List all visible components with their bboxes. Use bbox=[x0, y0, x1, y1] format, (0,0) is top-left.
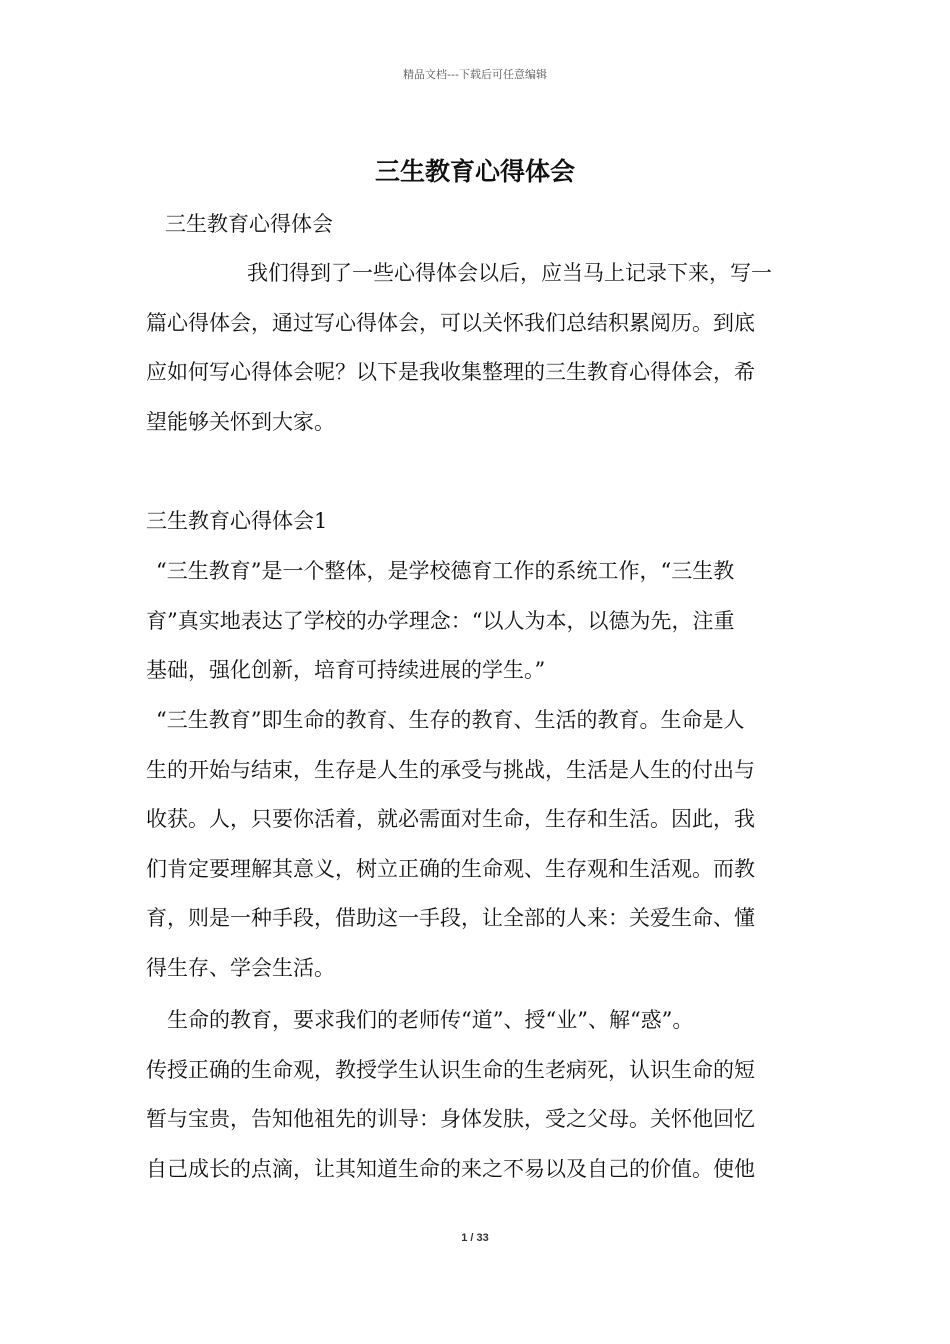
paragraph-3-line-4: 自己成长的点滴，让其知道生命的来之不易以及自己的价值。使他 bbox=[146, 1156, 755, 1181]
paragraph-2-line-2: 生的开始与结束，生存是人生的承受与挑战，生活是人生的付出与 bbox=[146, 757, 755, 782]
paragraph-3-line-3: 暂与宝贵，告知他祖先的训导：身体发肤，受之父母。关怀他回忆 bbox=[146, 1107, 755, 1131]
paragraph-2-line-3: 收获。人，只要你活着，就必需面对生命，生存和生活。因此，我 bbox=[146, 807, 755, 831]
paragraph-1-line-3: 基础，强化创新，培育可持续进展的学生。” bbox=[146, 658, 546, 682]
intro-line-2: 篇心得体会，通过写心得体会，可以关怀我们总结积累阅历。到底 bbox=[146, 310, 755, 335]
intro-line-4: 望能够关怀到大家。 bbox=[146, 409, 335, 434]
paragraph-2-line-1: “三生教育”即生命的教育、生存的教育、生活的教育。生命是人 bbox=[156, 708, 745, 732]
page-number: 1 / 33 bbox=[461, 1232, 489, 1244]
paragraph-1-line-2: 育”真实地表达了学校的办学理念：“以人为本，以德为先，注重 bbox=[146, 608, 735, 633]
paragraph-1-line-1: “三生教育”是一个整体，是学校德育工作的系统工作，“三生教 bbox=[156, 559, 735, 583]
section-heading-block bbox=[146, 497, 812, 547]
document-title: 三生教育心得体会 bbox=[374, 157, 575, 186]
paragraph-2-line-5: 育，则是一种手段，借助这一手段，让全部的人来：关爱生命、懂 bbox=[146, 906, 755, 930]
intro-paragraph bbox=[146, 249, 812, 447]
paragraph-1 bbox=[146, 547, 812, 696]
section-heading: 三生教育心得体会1 bbox=[146, 509, 328, 533]
paragraph-2 bbox=[146, 696, 812, 993]
page-header: 精品文档---下载后可任意编辑 bbox=[403, 68, 547, 81]
intro-line-3: 应如何写心得体会呢？以下是我收集整理的三生教育心得体会，希 bbox=[146, 360, 755, 384]
paragraph-3-line-2: 传授正确的生命观，教授学生认识生命的生老病死，认识生命的短 bbox=[146, 1057, 755, 1082]
subtitle-block bbox=[146, 200, 812, 250]
paragraph-3 bbox=[146, 996, 812, 1194]
paragraph-3-line-1: 生命的教育，要求我们的老师传“道”、授“业”、解“惑”。 bbox=[167, 1008, 694, 1032]
intro-line-1: 我们得到了一些心得体会以后，应当马上记录下来，写一 bbox=[247, 261, 772, 285]
paragraph-2-line-6: 得生存、学会生活。 bbox=[146, 955, 335, 980]
paragraph-2-line-4: 们肯定要理解其意义，树立正确的生命观、生存观和生活观。而教 bbox=[146, 856, 755, 881]
subtitle: 三生教育心得体会 bbox=[165, 212, 333, 236]
